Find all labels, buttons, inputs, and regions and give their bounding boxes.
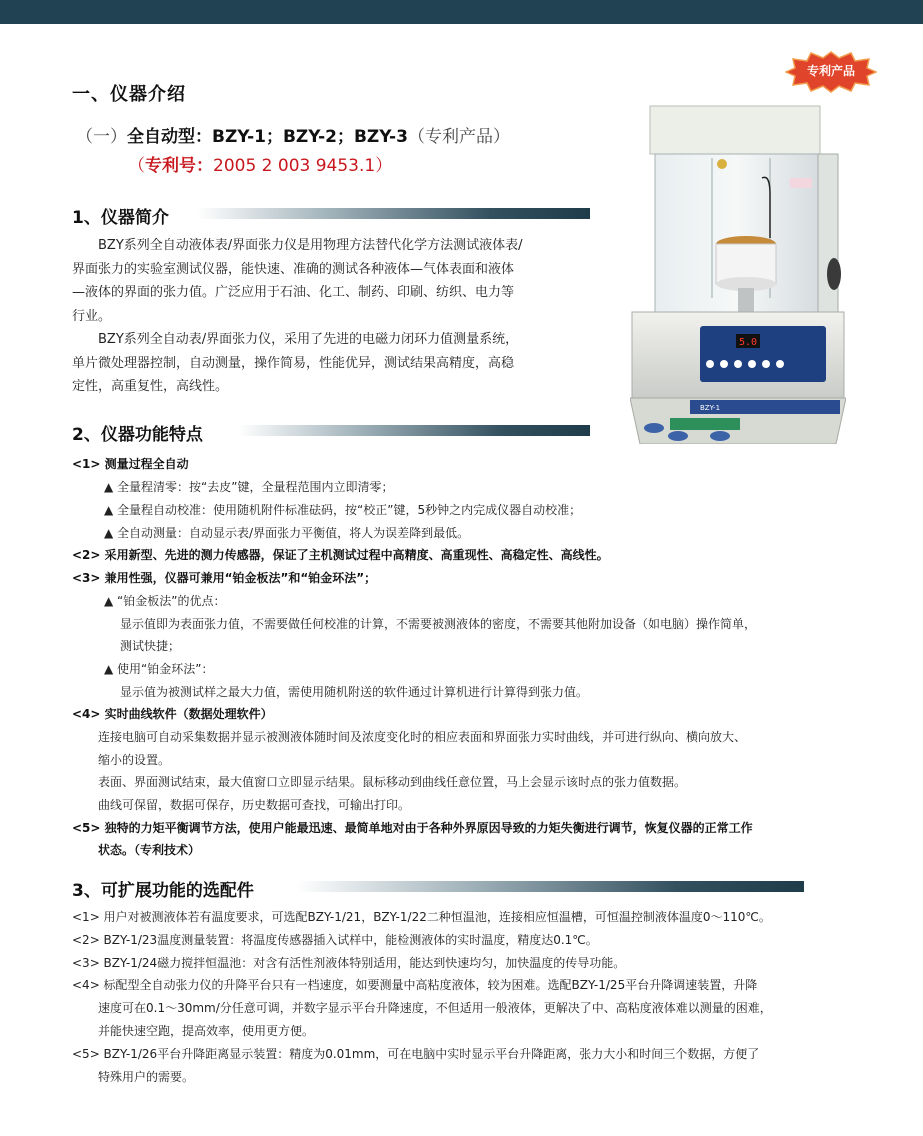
instrument-display: 5.0: [738, 337, 758, 348]
feature-item: <1> 测量过程全自动: [72, 457, 189, 471]
feature-text: 显示值为被测试样之最大力值，需使用随机附送的软件通过计算机进行计算得到张力值。: [120, 685, 589, 699]
section1-bar: [196, 208, 590, 219]
patent-number: 2005 2 003 9453.1: [213, 156, 376, 176]
option-item: <3> BZY-1/24磁力搅拌恒温池：对含有活性剂液体特别适用，能达到快速均匀，加快温度的传导功能。: [72, 956, 626, 970]
option-item: <4> 标配型全自动张力仪的升降平台只有一档速度，如要测量中高粘度液体，较为困难。选配BZY-1/25平台升降调速装置，升降: [72, 978, 758, 992]
feature-text: 曲线可保留，数据可保存，历史数据可查找，可输出打印。: [98, 798, 411, 812]
option-item: <1> 用户对被测液体若有温度要求，可选配BZY-1/21，BZY-1/22二种恒温池，连接相应恒温槽，可恒温控制液体温度0～110℃。: [72, 910, 771, 924]
patent-close: ）: [375, 156, 393, 176]
feature-item: <5> 独特的力矩平衡调节方法，使用户能最迅速、最简单地对由于各种外界原因导致的力矩失衡进行调节，恢复仪器的正常工作: [72, 821, 753, 835]
feature-text: 状态。（专利技术）: [98, 843, 201, 857]
section1-body: [72, 234, 612, 399]
text-line: BZY系列全自动液体表/界面张力仪是用物理方法替代化学方法测试液体表/: [98, 238, 523, 253]
model-open: （一）: [76, 127, 127, 147]
model-suffix: （专利产品）: [407, 127, 510, 147]
section2-title: 2、仪器功能特点: [72, 425, 203, 445]
instrument-photo: [630, 98, 846, 444]
feature-text: 连接电脑可自动采集数据并显示被测液体随时间及浓度变化时的相应表面和界面张力实时曲线，并可进行纵向、横向放大、: [98, 730, 747, 744]
text-line: 定性，高重复性，高线性。: [72, 379, 229, 394]
feature-subitem: ▲ 全量程清零：按“去皮”键，全量程范围内立即清零；: [104, 480, 394, 494]
instrument-brand: BZY-1: [700, 404, 721, 412]
badge-label: 专利产品: [806, 64, 855, 78]
patent-label: 专利号：: [145, 156, 213, 176]
section3-title: 3、可扩展功能的选配件: [72, 881, 254, 901]
feature-text: 测试快捷；: [120, 639, 181, 653]
option-item: <5> BZY-1/26平台升降距离显示装置：精度为0.01mm，可在电脑中实时显示平台升降距离，张力大小和时间三个数据，方便了: [72, 1047, 760, 1061]
option-item: <2> BZY-1/23温度测量装置：将温度传感器插入试样中，能检测液体的实时温度，精度达0.1℃。: [72, 933, 598, 947]
feature-item: <2> 采用新型、先进的测力传感器，保证了主机测试过程中高精度、高重现性、高稳定性、高线性。: [72, 548, 609, 562]
text-line: 界面张力的实验室测试仪器，能快速、准确的测试各种液体—气体表面和液体: [72, 261, 515, 277]
section3-bar: [296, 881, 804, 892]
option-text: 速度可在0.1～30mm/分任意可调，并数字显示平台升降速度，不但适用一般液体，更解决了中、高粘度液体难以测量的困难，: [98, 1001, 772, 1015]
feature-item: <3> 兼用性强，仪器可兼用“铂金板法”和“铂金环法”；: [72, 571, 377, 585]
text-line: 行业。: [72, 308, 112, 324]
model-heading: [76, 122, 510, 147]
section2-bar: [238, 425, 590, 436]
section1-title: 1、仪器简介: [72, 208, 169, 228]
feature-subitem: ▲ “铂金板法”的优点：: [104, 594, 226, 608]
text-line: BZY系列全自动表/界面张力仪，采用了先进的电磁力闭环力值测量系统，: [98, 332, 519, 347]
feature-subitem: ▲ 全自动测量：自动显示表/界面张力平衡值，将人为误差降到最低。: [104, 526, 470, 540]
feature-text: 表面、界面测试结束，最大值窗口立即显示结果。鼠标移动到曲线任意位置，马上会显示该时点的张力值数据。: [98, 775, 687, 789]
feature-item: <4> 实时曲线软件（数据处理软件）: [72, 707, 273, 721]
option-text: 并能快速空跑，提高效率，使用更方便。: [98, 1024, 315, 1038]
feature-text: 缩小的设置。: [98, 753, 171, 767]
patent-badge: [785, 50, 877, 94]
feature-text: 显示值即为表面张力值，不需要做任何校准的计算，不需要被测液体的密度，不需要其他附加设备（如电脑）操作简单，: [120, 617, 757, 631]
patent-line: [128, 151, 392, 176]
feature-subitem: ▲ 全量程自动校准：使用随机附件标准砝码，按“校正”键，5秒钟之内完成仪器自动校准；: [104, 503, 582, 517]
model-title: 全自动型：BZY-1；BZY-2；BZY-3: [127, 127, 408, 147]
text-line: 单片微处理器控制，自动测量，操作简易，性能优异，测试结果高精度，高稳: [72, 355, 515, 371]
text-line: —液体的界面的张力值。广泛应用于石油、化工、制药、印刷、纺织、电力等: [72, 285, 515, 300]
top-banner: [0, 0, 923, 24]
main-heading: 一、仪器介绍: [72, 84, 186, 105]
option-text: 特殊用户的需要。: [98, 1070, 195, 1084]
instrument-image: [630, 98, 846, 444]
feature-subitem: ▲ 使用“铂金环法”：: [104, 662, 214, 676]
patent-open: （: [128, 156, 145, 176]
